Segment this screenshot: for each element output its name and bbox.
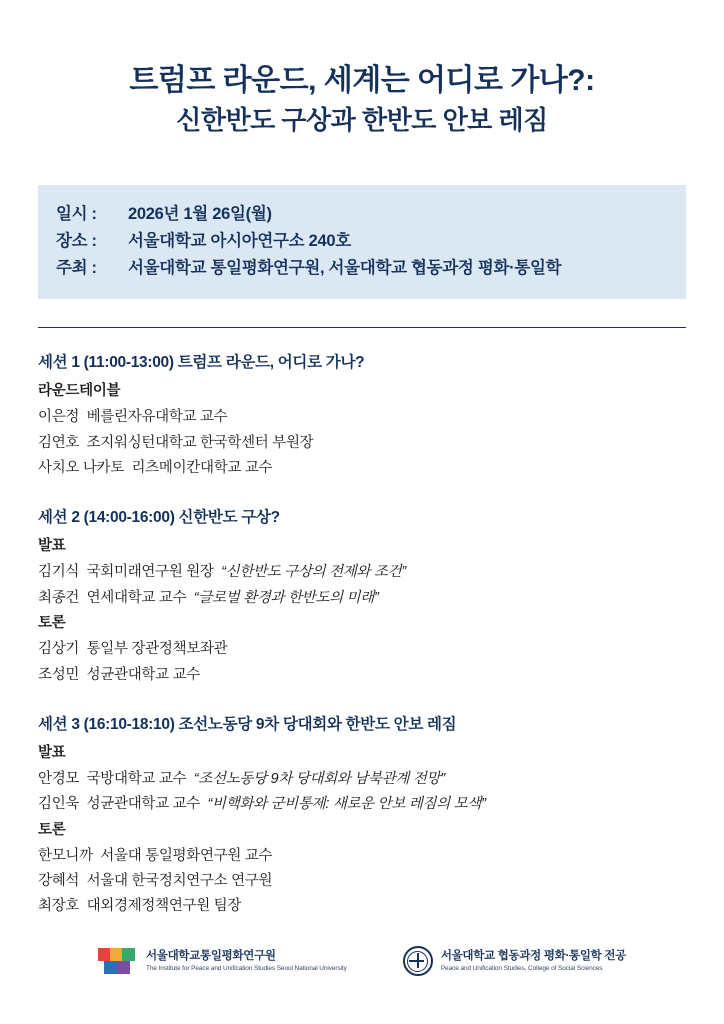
info-value-host: 서울대학교 통일평화연구원, 서울대학교 협동과정 평화·통일학 [128,258,562,277]
participant-affiliation: 국방대학교 교수 [86,770,187,787]
logo-ipus-ko: 서울대학교통일평화연구원 [146,950,276,963]
session-group-label: 발표 [38,744,66,761]
footer-logos [0,946,724,976]
session-title: 세션 3 (16:10-18:10) 조선노동당 9차 당대회와 한반도 안보 레짐 [38,715,457,733]
participant-row [38,767,686,792]
participant-row [38,869,686,894]
info-label-host: 주최 : [56,258,97,277]
participant-affiliation: 서울대 한국정치연구소 연구원 [86,873,273,890]
session-group-label: 발표 [38,538,66,555]
participant-affiliation: 리츠메이칸대학교 교수 [131,460,273,477]
participant-name: 사치오 나카토 [38,460,124,477]
participant-name: 최장호 [38,898,80,915]
session-group-label: 라운드테이블 [38,383,121,400]
participant-row [38,560,686,585]
info-row-host [56,255,668,282]
snu-emblem-icon [403,946,433,976]
participant-affiliation: 조지워싱턴대학교 한국학센터 부원장 [86,434,314,451]
participant-talk-title: “비핵화와 군비통제: 새로운 안보 레짐의 모색” [207,796,486,813]
participant-affiliation: 서울대 통일평화연구원 교수 [100,847,273,864]
participant-affiliation: 연세대학교 교수 [86,589,187,606]
participant-row [38,456,686,481]
session-group-label: 토론 [38,615,66,632]
session-title: 세션 1 (11:00-13:00) 트럼프 라운드, 어디로 가나? [38,354,365,372]
participant-row [38,894,686,919]
participant-name: 강혜석 [38,873,80,890]
participant-affiliation: 베를린자유대학교 교수 [86,409,228,426]
participant-name: 최종건 [38,589,80,606]
logo-snu-program [403,946,626,976]
participant-name: 한모니까 [38,847,93,864]
logo-snu-en: Peace and Unification Studies, College of Social Sciences [440,964,603,972]
participant-name: 안경모 [38,770,80,787]
participant-affiliation: 통일부 장관정책보좌관 [86,641,228,658]
title-line-2: 신한반도 구상과 한반도 안보 레짐 [176,105,548,136]
ipus-color-blocks-icon [98,946,138,976]
participant-row [38,663,686,688]
session-block [38,350,686,481]
participant-affiliation: 국회미래연구원 원장 [86,564,214,581]
participant-name: 조성민 [38,666,80,683]
participant-row [38,586,686,611]
participant-name: 김연호 [38,434,80,451]
section-divider [38,327,686,328]
participant-row [38,431,686,456]
participant-talk-title: “글로벌 환경과 한반도의 미래” [193,589,379,606]
info-row-venue [56,228,668,255]
participant-affiliation: 대외경제정책연구원 팀장 [86,898,242,915]
logo-ipus-en: The Institute for Peace and Unification Studies Seoul National University [146,964,347,972]
session-group-label: 토론 [38,821,66,838]
participant-name: 김상기 [38,641,80,658]
session-title: 세션 2 (14:00-16:00) 신한반도 구상? [38,509,280,527]
participant-name: 이은정 [38,409,80,426]
info-row-date [56,201,668,228]
logo-ipus [98,946,347,976]
participant-row [38,844,686,869]
participant-talk-title: “신한반도 구상의 전제와 조건” [221,564,406,581]
participant-row [38,637,686,662]
title-line-1: 트럼프 라운드, 세계는 어디로 가나?: [129,64,595,97]
participant-affiliation: 성균관대학교 교수 [86,796,200,813]
participant-talk-title: “조선노동당 9차 당대회와 남북관계 전망” [193,770,445,787]
info-label-venue: 장소 : [56,231,97,250]
session-list [38,350,686,920]
page-title [38,0,686,138]
participant-row [38,792,686,817]
participant-name: 김인욱 [38,796,80,813]
participant-name: 김기식 [38,564,80,581]
info-label-date: 일시 : [56,205,97,224]
info-value-venue: 서울대학교 아시아연구소 240호 [128,231,351,250]
session-block [38,712,686,920]
info-value-date: 2026년 1월 26일(월) [128,205,272,224]
participant-row [38,405,686,430]
participant-affiliation: 성균관대학교 교수 [86,666,200,683]
session-block [38,505,686,688]
event-info-box [38,185,686,299]
logo-snu-ko: 서울대학교 협동과정 평화·통일학 전공 [440,950,626,963]
